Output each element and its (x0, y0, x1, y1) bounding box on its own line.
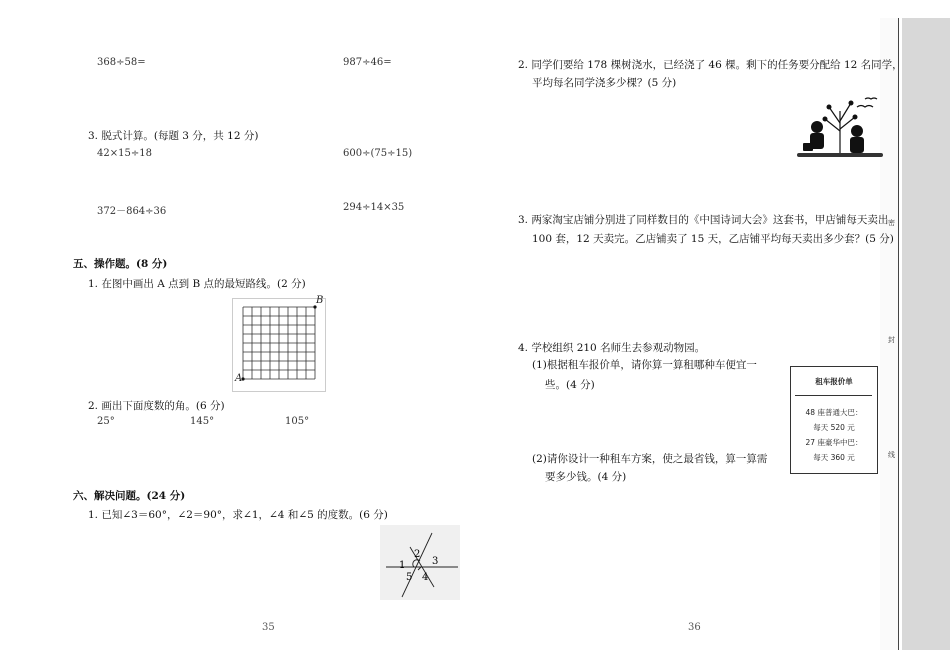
question-3-title: 3. 脱式计算。(每题 3 分，共 12 分) (88, 130, 259, 142)
calc-problem-2: 600÷(75÷15) (343, 148, 413, 159)
price-list-divider (795, 395, 872, 396)
angle-25: 25° (97, 416, 115, 427)
angle-label-4: 4 (422, 572, 429, 583)
price-list-row-4: 每天 360 元 (813, 453, 855, 462)
section-6-question-1: 1. 已知∠3＝60°，∠2＝90°，求∠1，∠4 和∠5 的度数。(6 分) (88, 509, 388, 521)
intersecting-lines (380, 525, 460, 600)
section-5-question-1: 1. 在图中画出 A 点到 B 点的最短路线。(2 分) (88, 278, 306, 290)
angle-label-1: 1 (399, 560, 406, 571)
binding-char-close: 封 (888, 336, 895, 344)
question-4-title: 4. 学校组织 210 名师生去参观动物园。 (518, 342, 706, 354)
question-2-line-1: 2. 同学们要给 178 棵树浇水，已经浇了 46 棵。剩下的任务要分配给 12 名同学， (518, 59, 903, 71)
calc-problem-1: 42×15÷18 (97, 148, 152, 159)
question-3-line-1: 3. 两家淘宝店铺分别进了同样数目的《中国诗词大会》这套书，甲店铺每天卖出 (518, 214, 889, 226)
price-list-title: 租车报价单 (815, 377, 853, 386)
point-b-label: B (316, 295, 324, 306)
intersecting-lines-figure (380, 525, 460, 600)
bus-price-list (790, 366, 878, 474)
binding-char-seal: 密 (888, 219, 895, 227)
children-watering-tree-image (795, 93, 885, 163)
price-list-row-3: 27 座豪华中巴： (805, 438, 863, 447)
section-6-title: 六、解决问题。(24 分) (73, 490, 186, 502)
section-5-question-2: 2. 画出下面度数的角。(6 分) (88, 400, 225, 412)
page-number-right: 36 (688, 622, 701, 633)
binding-strip (902, 18, 950, 650)
price-list-row-2: 每天 520 元 (813, 423, 855, 432)
route-grid (233, 299, 325, 391)
question-4-part-1-line-1: (1)根据租车报价单，请你算一算租哪种车便宜一 (532, 359, 757, 371)
route-grid-figure (232, 298, 326, 392)
page-number-left: 35 (262, 622, 275, 633)
price-list-row-1: 48 座普通大巴： (805, 408, 863, 417)
calc-problem-4: 294÷14×35 (343, 202, 405, 213)
question-4-part-1-line-2: 些。(4 分) (545, 379, 595, 391)
angle-105: 105° (285, 416, 310, 427)
calc-problem-3: 372－864÷36 (97, 206, 167, 217)
angle-label-2: 2 (414, 549, 421, 560)
angle-145: 145° (190, 416, 215, 427)
watering-trees-illustration (795, 93, 885, 163)
question-4-part-2-line-1: (2)请你设计一种租车方案，使之最省钱，算一算需 (532, 453, 768, 465)
binding-char-line: 线 (888, 451, 895, 459)
point-a-label: A (235, 373, 243, 384)
question-3-line-2: 100 套，12 天卖完。乙店铺卖了 15 天，乙店铺平均每天卖出多少套？(5 分) (532, 233, 894, 245)
question-2-line-2: 平均每名同学浇多少棵？(5 分) (532, 77, 677, 89)
angle-label-3: 3 (432, 556, 439, 567)
binding-line (898, 18, 899, 650)
angle-label-5: 5 (406, 572, 413, 583)
section-5-title: 五、操作题。(8 分) (73, 258, 168, 270)
division-problem-1: 368÷58= (97, 57, 146, 68)
question-4-part-2-line-2: 要多少钱。(4 分) (545, 471, 627, 483)
division-problem-2: 987÷46= (343, 57, 392, 68)
